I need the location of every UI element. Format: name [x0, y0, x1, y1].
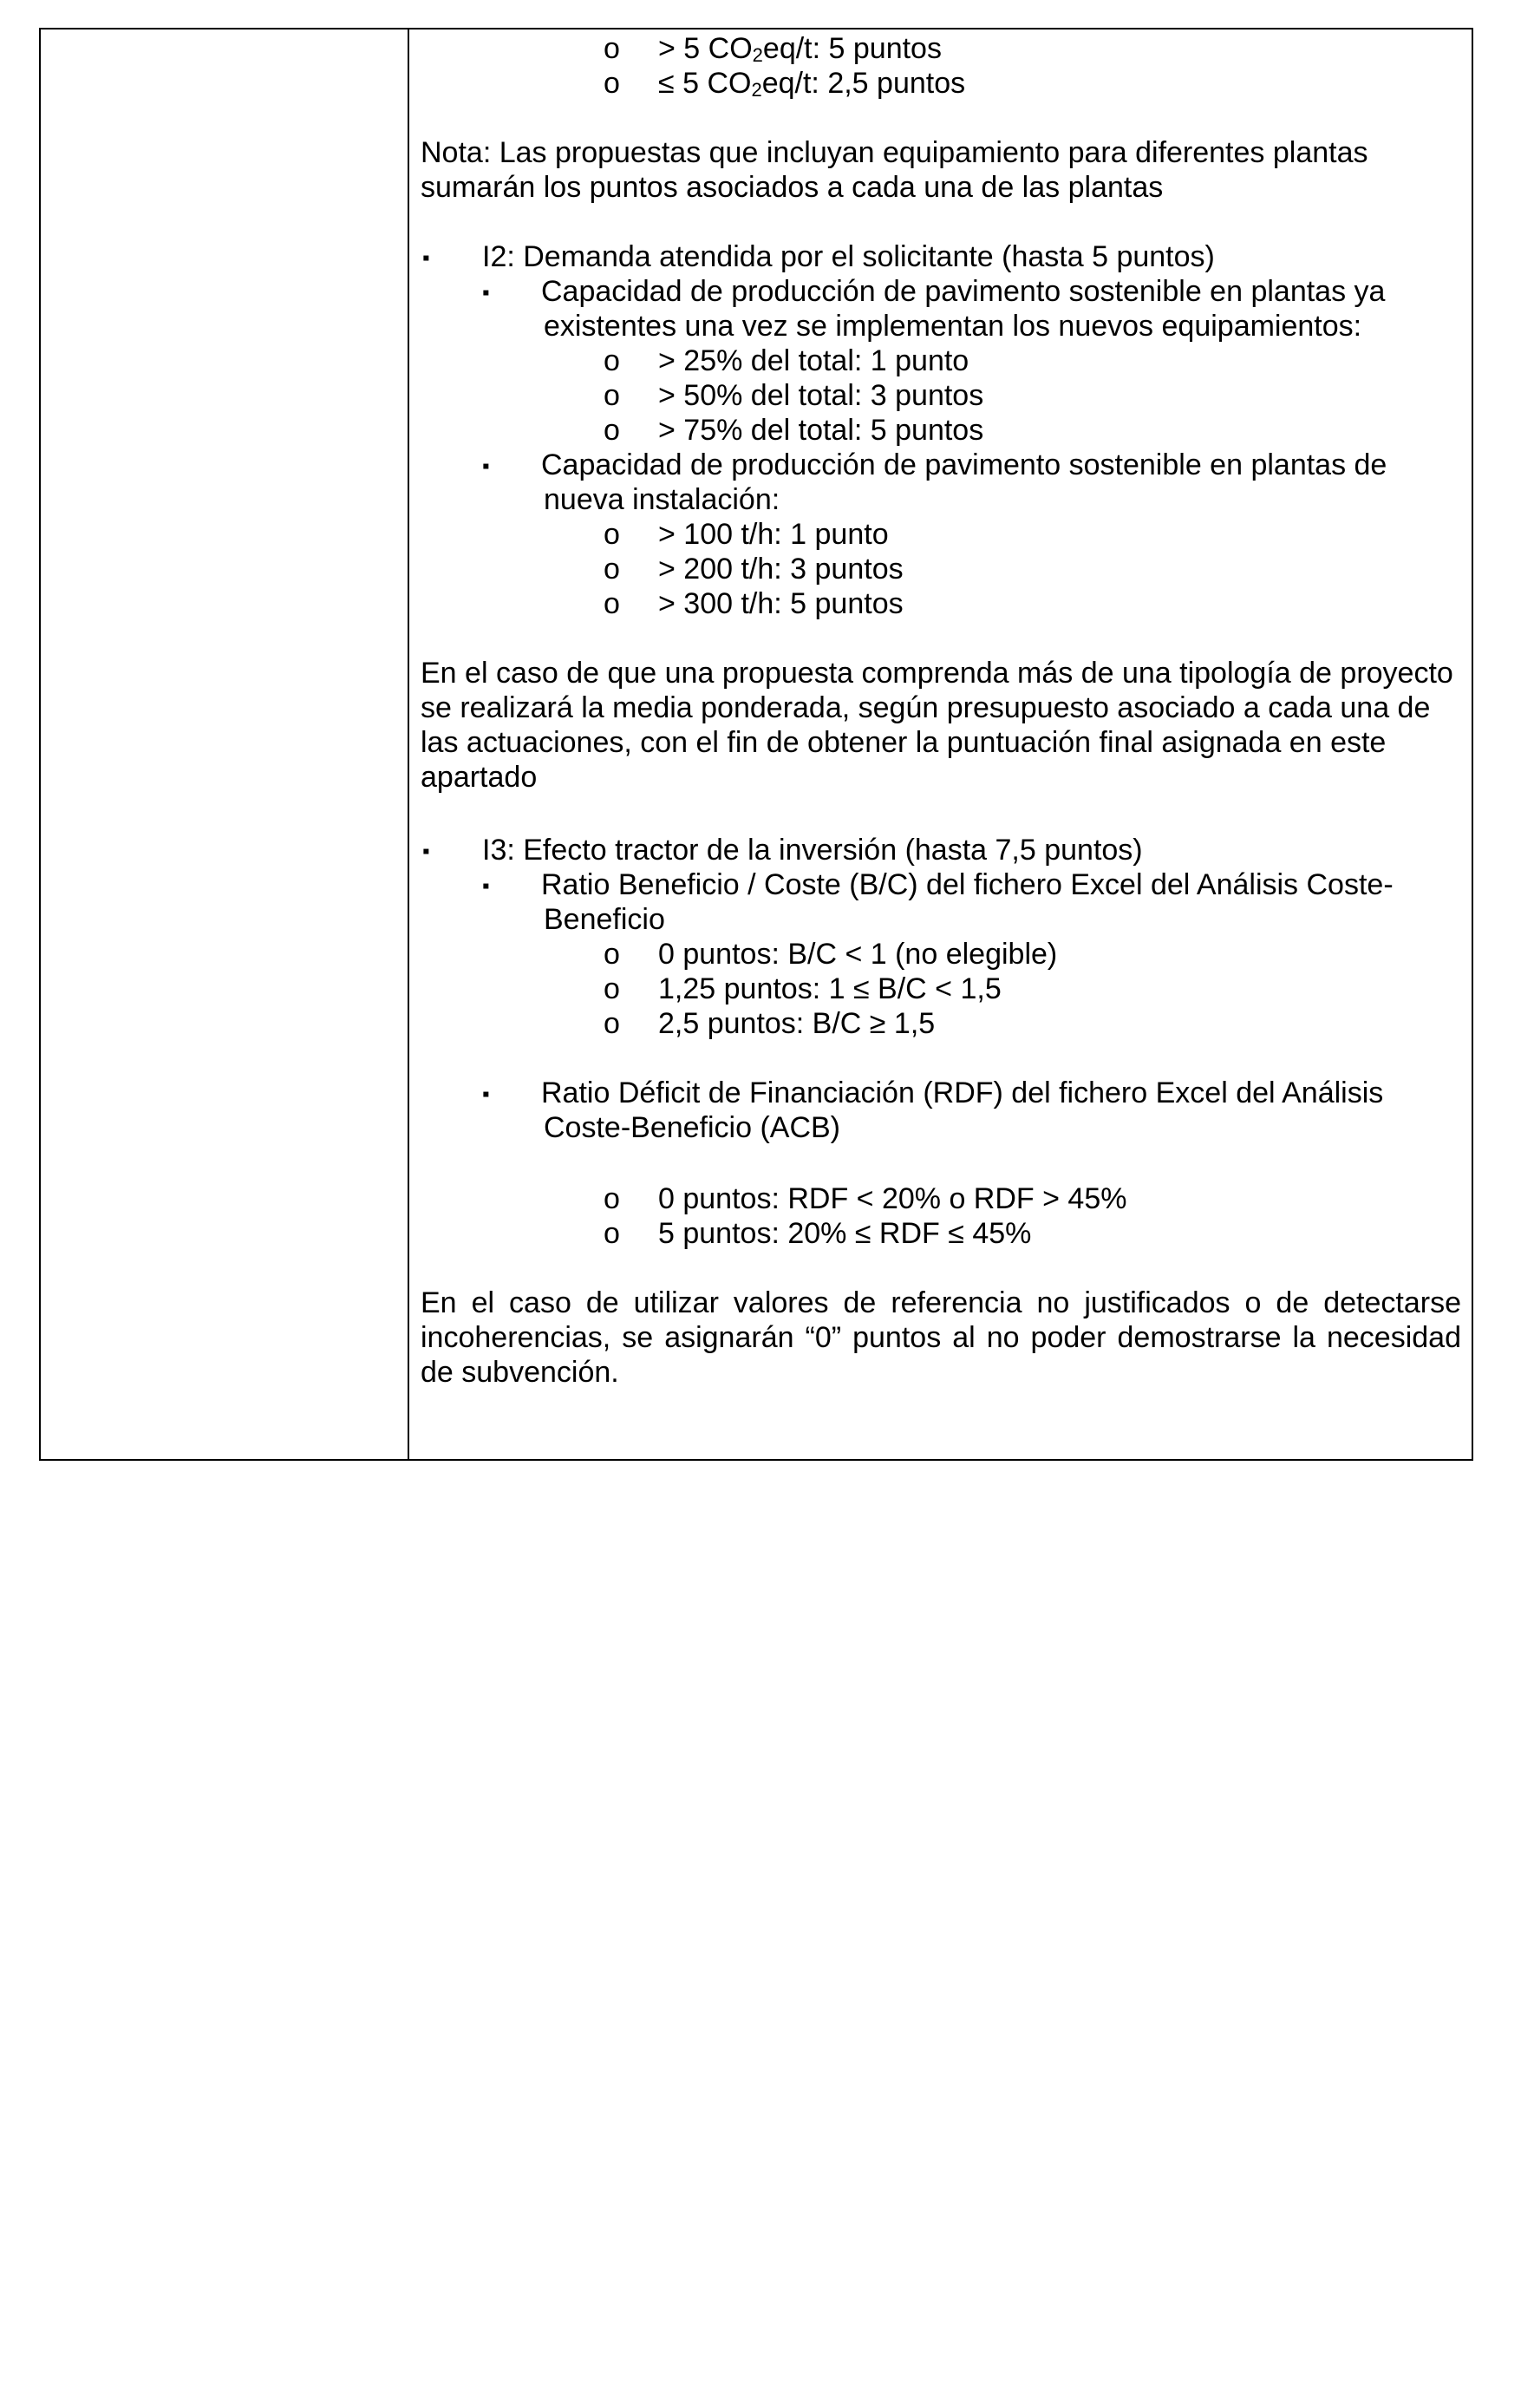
- circle-bullet-icon: o: [604, 67, 620, 100]
- co2-item-1: > 5 $CO_2eq/t$: 5 puntos: [658, 32, 942, 66]
- list-item: 1,25 puntos: 1 ≤ B/C < 1,5: [658, 972, 1002, 1005]
- square-bullet-icon: ▪: [482, 1083, 490, 1106]
- circle-bullet-icon: o: [604, 518, 620, 551]
- circle-bullet-icon: o: [604, 379, 620, 412]
- nota-paragraph: Nota: Las propuestas que incluyan equipamiento para diferentes plantas sumarán los puntos asociados a cada una de las plantas: [421, 136, 1368, 204]
- square-bullet-icon: ▪: [422, 840, 430, 863]
- circle-bullet-icon: o: [604, 414, 620, 447]
- list-item: > 25% del total: 1 punto: [658, 344, 969, 377]
- list-item: 5 puntos: 20% ≤ RDF ≤ 45%: [658, 1217, 1032, 1250]
- circle-bullet-icon: o: [604, 1217, 620, 1250]
- i2-title: I2: Demanda atendida por el solicitante (hasta 5 puntos): [482, 240, 1215, 273]
- list-item: > 300 t/h: 5 puntos: [658, 587, 904, 620]
- i2-sub2-line2: nueva instalación:: [544, 483, 780, 516]
- circle-bullet-icon: o: [604, 32, 620, 65]
- list-item: 0 puntos: B/C < 1 (no elegible): [658, 938, 1058, 971]
- i3-sub1-line2: Beneficio: [544, 903, 665, 936]
- circle-bullet-icon: o: [604, 1182, 620, 1215]
- square-bullet-icon: ▪: [482, 455, 490, 478]
- list-item: 0 puntos: RDF < 20% o RDF > 45%: [658, 1182, 1127, 1215]
- i3-sub2-line2: Coste-Beneficio (ACB): [544, 1111, 841, 1144]
- list-item: > 50% del total: 3 puntos: [658, 379, 984, 412]
- circle-bullet-icon: o: [604, 972, 620, 1005]
- i2-sub2-line1: Capacidad de producción de pavimento sostenible en plantas de: [541, 448, 1387, 481]
- circle-bullet-icon: o: [604, 587, 620, 620]
- square-bullet-icon: ▪: [482, 874, 490, 898]
- i3-sub1-line1: Ratio Beneficio / Coste (B/C) del fichero Excel del Análisis Coste-: [541, 868, 1394, 901]
- table-left-cell: [41, 29, 409, 1459]
- list-item: > 100 t/h: 1 punto: [658, 518, 889, 551]
- circle-bullet-icon: o: [604, 553, 620, 586]
- i2-sub1-line1: Capacidad de producción de pavimento sostenible en plantas ya: [541, 275, 1386, 308]
- list-item: > 200 t/h: 3 puntos: [658, 553, 904, 586]
- circle-bullet-icon: o: [604, 344, 620, 377]
- circle-bullet-icon: o: [604, 1007, 620, 1040]
- co2-item-2: ≤ 5 $CO_2eq/t$: 2,5 puntos: [658, 67, 966, 101]
- i3-sub2-line1: Ratio Déficit de Financiación (RDF) del fichero Excel del Análisis: [541, 1076, 1384, 1109]
- i3-title: I3: Efecto tractor de la inversión (hasta 7,5 puntos): [482, 834, 1143, 867]
- square-bullet-icon: ▪: [482, 281, 490, 304]
- i2-sub1-line2: existentes una vez se implementan los nuevos equipamientos:: [544, 310, 1362, 343]
- final-paragraph: En el caso de utilizar valores de referencia no justificados o de detectarse incoherencias, se asignarán “0” puntos al no poder demostrarse la necesidad de subvención.: [421, 1286, 1461, 1389]
- circle-bullet-icon: o: [604, 938, 620, 971]
- media-ponderada-paragraph: En el caso de que una propuesta comprenda más de una tipología de proyecto se realizará la media ponderada, según presupuesto asociado a cada una de las actuaciones, con el fin de obtener la puntuación final asignada en este apartado: [421, 657, 1453, 794]
- square-bullet-icon: ▪: [422, 246, 430, 270]
- list-item: 2,5 puntos: B/C ≥ 1,5: [658, 1007, 936, 1040]
- list-item: > 75% del total: 5 puntos: [658, 414, 984, 447]
